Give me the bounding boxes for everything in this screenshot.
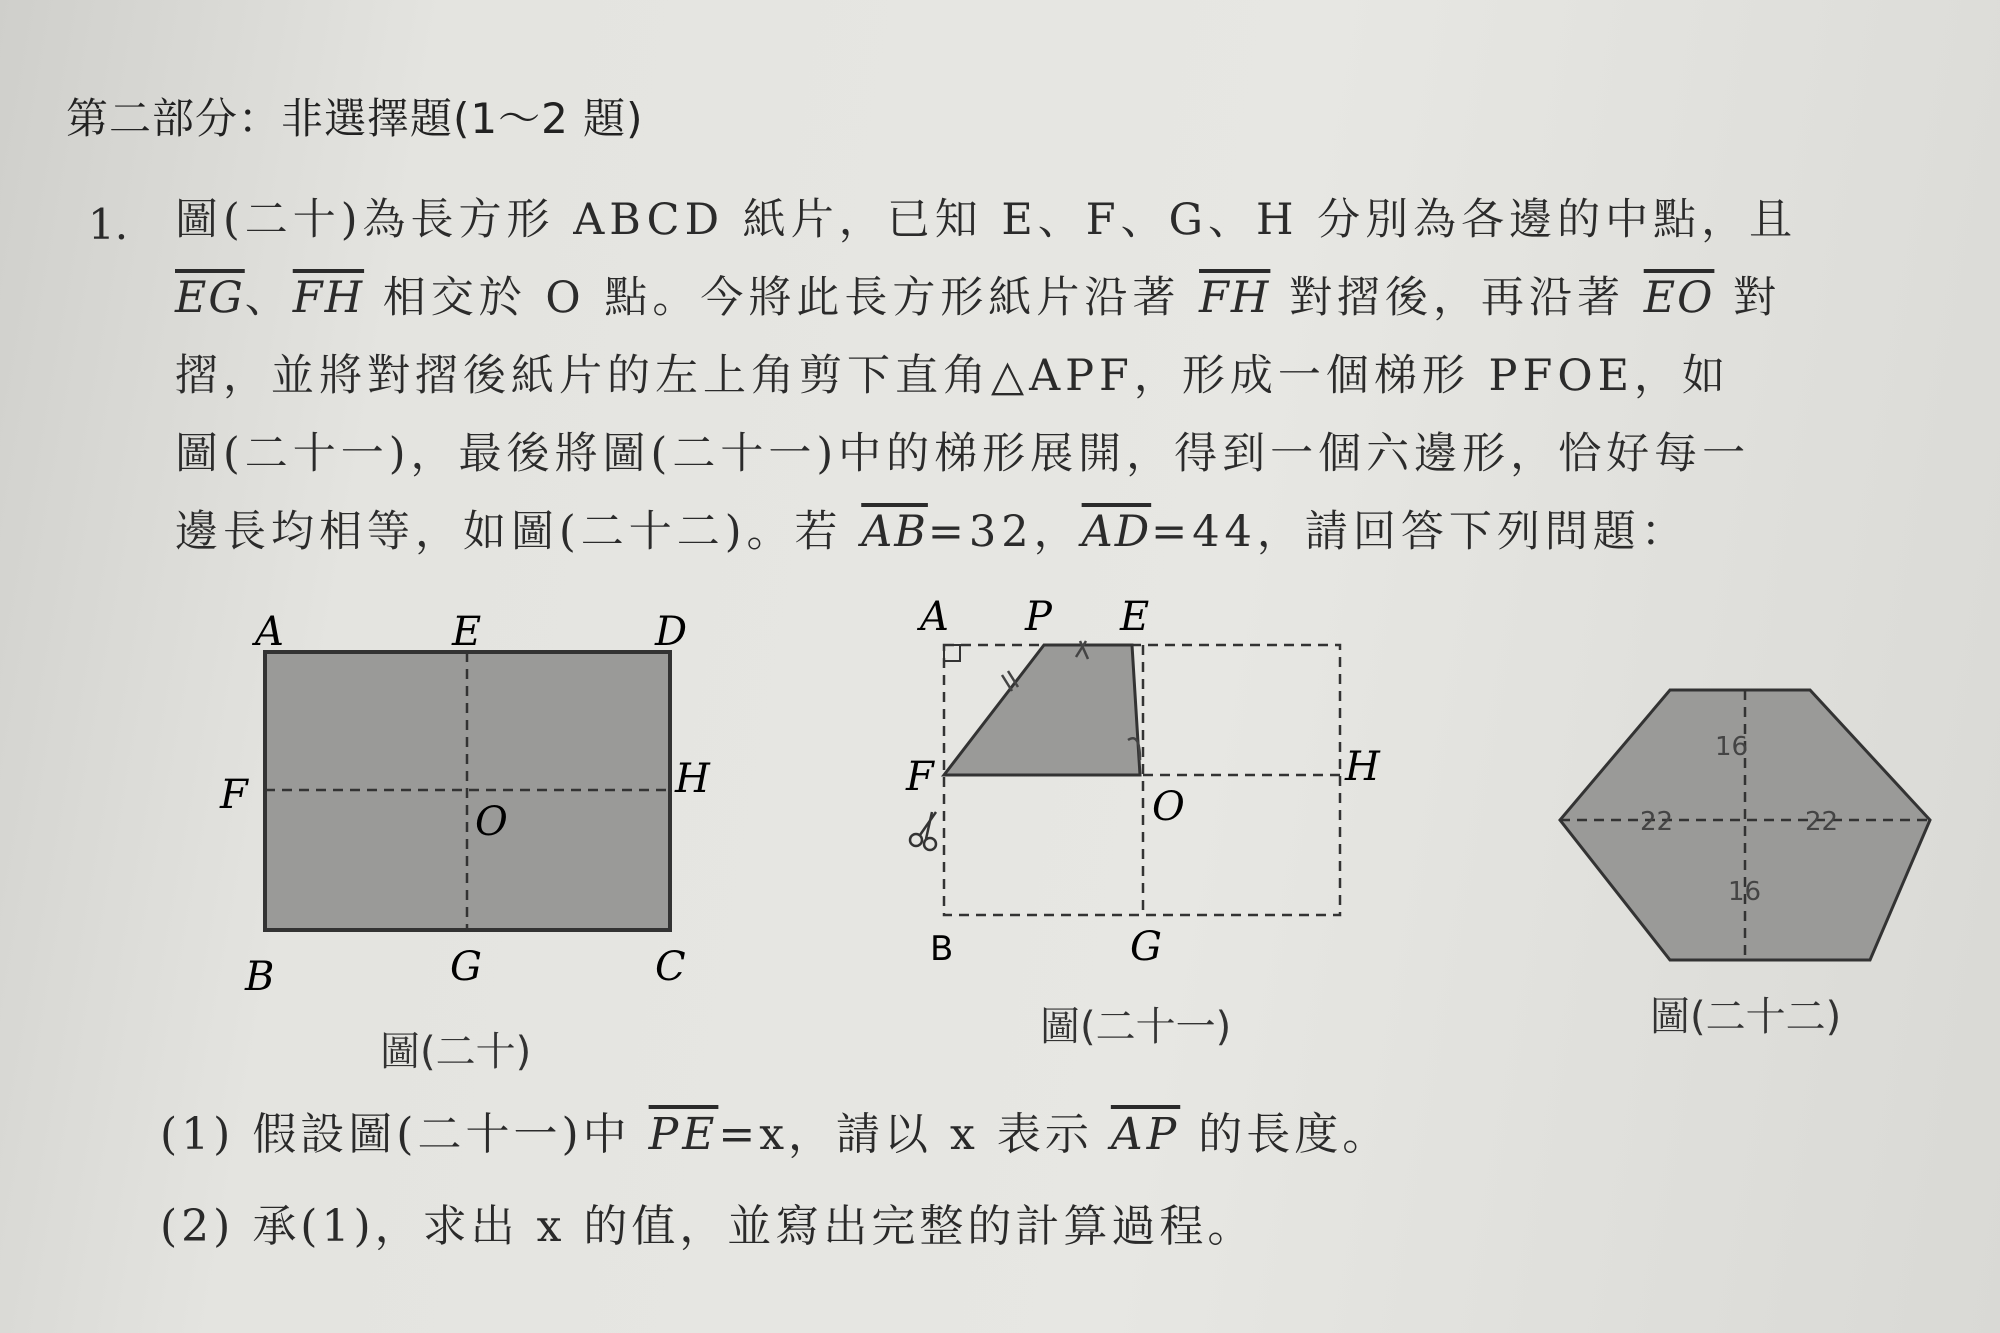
label-G: G: [450, 944, 482, 990]
section-title: 第二部分：非選擇題(1～2 題): [66, 94, 644, 143]
segment-AB: $\overline{AB}$: [861, 507, 928, 557]
segment-EG: $\overline{EG}$: [175, 273, 245, 323]
label-H: H: [1345, 744, 1380, 790]
subquestion-1: [160, 1098, 1390, 1162]
annotation-left: 22: [1640, 807, 1674, 837]
text-sep: 、: [244, 273, 293, 323]
label-O: O: [475, 799, 508, 845]
text-mid-2: 對摺後，再沿著: [1270, 273, 1644, 323]
trapezoid-PFOE: [944, 645, 1140, 775]
question-line-5: [175, 502, 1915, 562]
scissors-icon: [910, 812, 936, 850]
figure-22-caption: 圖(二十二): [1650, 994, 1842, 1040]
label-O: O: [1152, 784, 1185, 830]
segment-PE: $\overline{PE}$: [648, 1109, 719, 1160]
annotation-bottom: 16: [1728, 877, 1762, 907]
question-line-4: 圖(二十一)，最後將圖(二十一)中的梯形展開，得到一個六邊形，恰好每一: [175, 429, 1751, 479]
figure-21-folded-trapezoid: [890, 595, 1390, 995]
segment-FH-2: $\overline{FH}$: [1199, 273, 1271, 323]
sq1-text-a: (1) 假設圖(二十一)中: [160, 1109, 649, 1160]
annotation-right: 22: [1805, 807, 1839, 837]
text-mid: 相交於 O 點。今將此長方形紙片沿著: [364, 273, 1200, 323]
sq1-text-b: =x，請以 x 表示: [718, 1109, 1111, 1160]
label-F: F: [220, 772, 248, 818]
subquestion-2: (2) 承(1)，求出 x 的值，並寫出完整的計算過程。: [160, 1201, 1256, 1252]
label-B: B: [245, 954, 275, 1000]
question-line-1: 圖(二十)為長方形 ABCD 紙片，已知 E、F、G、H 分別為各邊的中點，且: [175, 195, 1798, 245]
question-line-3: 摺，並將對摺後紙片的左上角剪下直角△APF，形成一個梯形 PFOE，如: [175, 351, 1730, 401]
text-ab-value: =32，: [927, 507, 1082, 557]
label-P: P: [1025, 595, 1052, 640]
annotation-top: 16: [1715, 732, 1749, 762]
label-B: B: [930, 929, 954, 969]
segment-FH: $\overline{FH}$: [292, 273, 365, 323]
label-G: G: [1130, 924, 1162, 970]
label-C: C: [655, 944, 686, 990]
label-A: A: [255, 609, 284, 655]
figure-22-hexagon: [1540, 670, 1960, 990]
label-H: H: [675, 756, 710, 802]
segment-AP: $\overline{AP}$: [1110, 1109, 1181, 1160]
text-ad-value: =44，請回答下列問題：: [1151, 507, 1689, 557]
label-A: A: [920, 595, 949, 640]
label-D: D: [655, 609, 688, 655]
text-start: 邊長均相等，如圖(二十二)。若: [175, 507, 862, 557]
question-line-2: [175, 268, 1915, 328]
segment-EO: $\overline{EO}$: [1643, 273, 1715, 323]
label-E: E: [452, 609, 482, 655]
sq1-text-c: 的長度。: [1180, 1109, 1391, 1160]
right-angle-mark: [944, 645, 960, 661]
label-F: F: [906, 754, 934, 800]
figure-21-caption: 圖(二十一): [1040, 1004, 1232, 1050]
figure-20-rectangle: [200, 600, 720, 1010]
label-E: E: [1120, 595, 1150, 640]
question-number: 1.: [88, 200, 129, 249]
figure-20-caption: 圖(二十): [380, 1029, 532, 1075]
segment-AD: $\overline{AD}$: [1081, 507, 1152, 557]
text-end: 對: [1714, 273, 1782, 323]
